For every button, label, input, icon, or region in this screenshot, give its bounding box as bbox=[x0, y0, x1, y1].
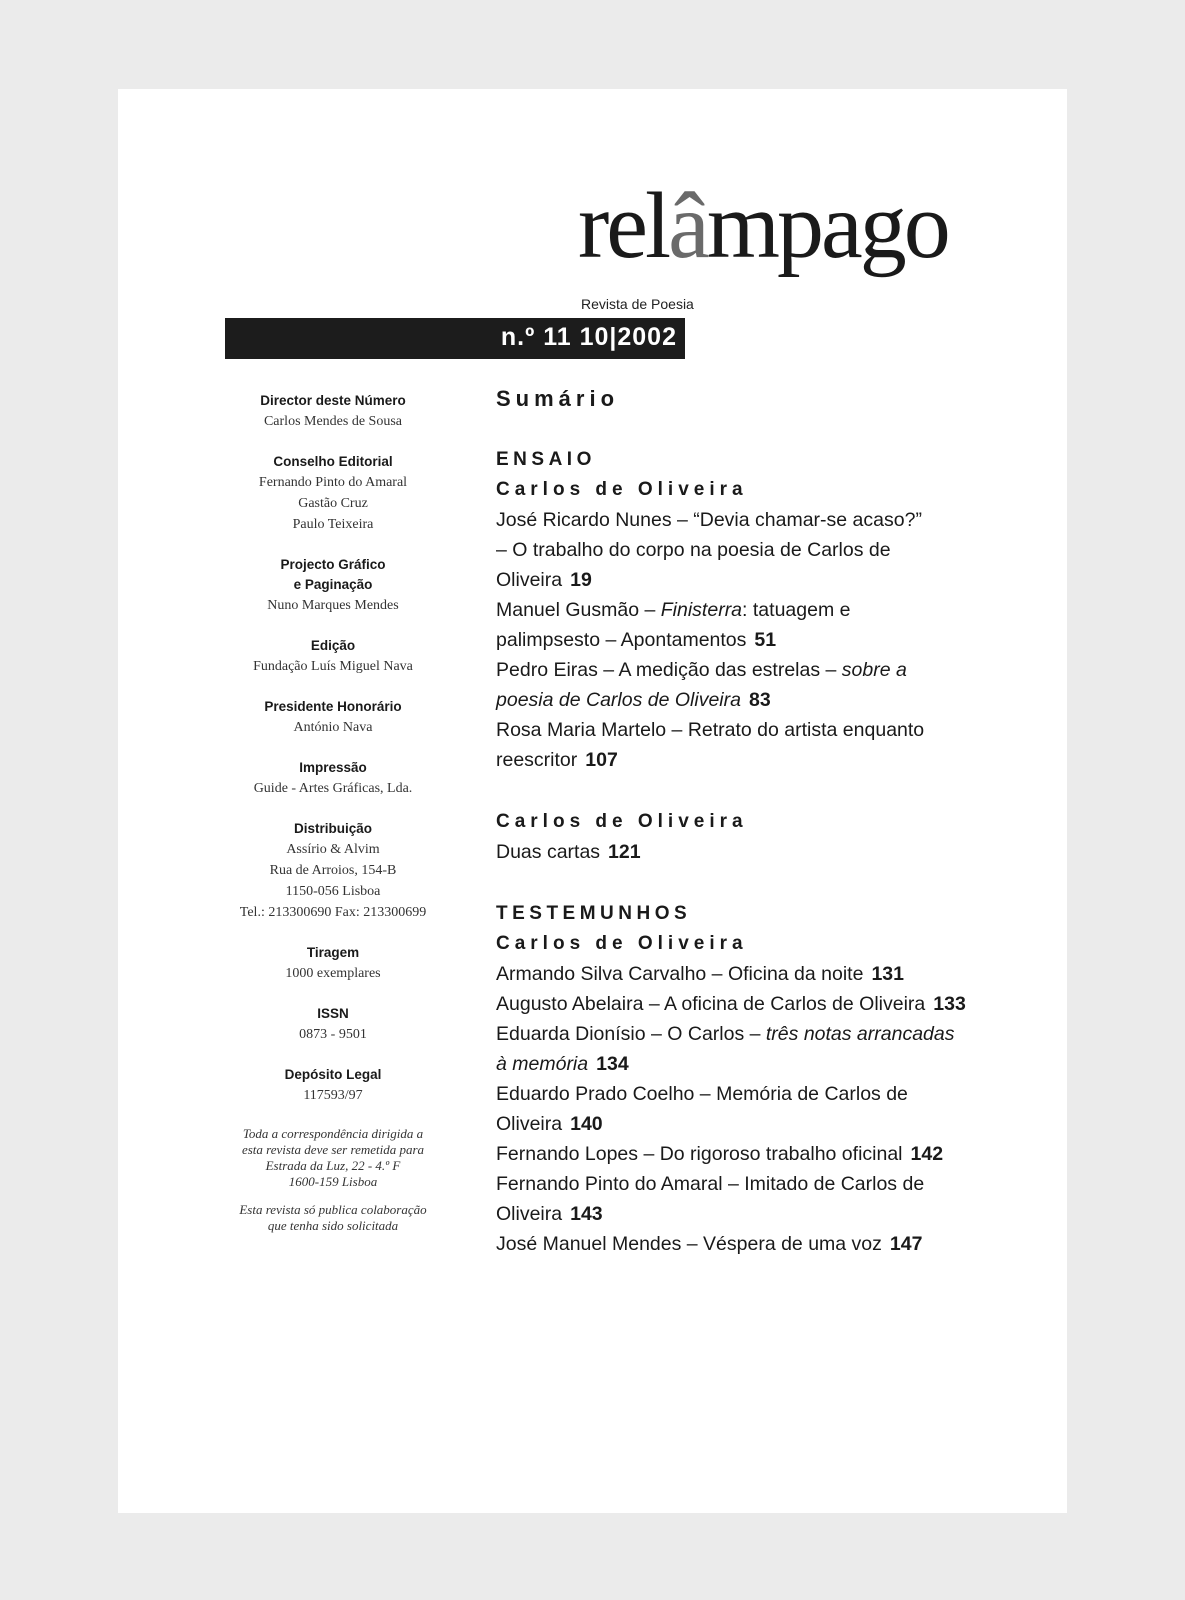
page-number: 83 bbox=[748, 689, 771, 711]
section-subject: Carlos de Oliveira bbox=[496, 479, 748, 500]
page-number: 133 bbox=[933, 993, 966, 1015]
masthead-heading: Distribuição bbox=[293, 821, 372, 836]
masthead-block bbox=[222, 555, 444, 616]
masthead-line: Carlos Mendes de Sousa bbox=[263, 414, 403, 429]
masthead-block bbox=[222, 636, 444, 677]
entry-text: José Manuel Mendes – Véspera de uma voz bbox=[496, 1233, 882, 1255]
masthead-line: Guide - Artes Gráficas, Lda. bbox=[253, 781, 413, 796]
issue-banner bbox=[225, 318, 685, 359]
toc-entry-line bbox=[496, 1109, 1036, 1139]
logo-accent: â bbox=[668, 174, 707, 278]
toc-entry-line bbox=[496, 1199, 1036, 1229]
masthead-heading: Projecto Gráfico bbox=[280, 557, 386, 572]
section-subject: Carlos de Oliveira bbox=[496, 811, 748, 832]
masthead-line: 0873 - 9501 bbox=[299, 1027, 367, 1042]
entry-text: reescritor bbox=[496, 749, 578, 771]
entry-text: Pedro Eiras – A medição das estrelas – bbox=[496, 659, 842, 681]
note-line: Estrada da Luz, 22 - 4.º F bbox=[265, 1158, 401, 1173]
page-number: 51 bbox=[754, 629, 777, 651]
entry-text: Fernando Pinto do Amaral – Imitado de Carlos de bbox=[496, 1173, 925, 1195]
masthead-block bbox=[222, 452, 444, 535]
page-number: 121 bbox=[608, 841, 641, 863]
page-number: 134 bbox=[596, 1053, 629, 1075]
entry-text: : tatuagem e bbox=[742, 599, 851, 621]
masthead-heading: Director deste Número bbox=[260, 393, 406, 408]
toc-entry-line bbox=[496, 1229, 1036, 1259]
toc-entry-line bbox=[496, 535, 1036, 565]
entry-text: Augusto Abelaira – A oficina de Carlos de Oliveira bbox=[496, 993, 926, 1015]
masthead-column bbox=[222, 391, 444, 1246]
toc-entry-line bbox=[496, 565, 1036, 595]
note-line: esta revista deve ser remetida para bbox=[241, 1142, 425, 1157]
page-number: 19 bbox=[570, 569, 592, 591]
entry-text: Eduardo Prado Coelho – Memória de Carlos de bbox=[496, 1083, 908, 1105]
masthead-block bbox=[222, 697, 444, 738]
masthead-line: Paulo Teixeira bbox=[292, 517, 374, 532]
masthead-heading: Conselho Editorial bbox=[273, 454, 393, 469]
entry-text: Fernando Lopes – Do rigoroso trabalho oficinal bbox=[496, 1143, 903, 1165]
entry-text: três notas arrancadas bbox=[765, 1023, 955, 1045]
entry-text: sobre a bbox=[841, 659, 907, 681]
section-label: TESTEMUNHOS bbox=[496, 903, 692, 924]
masthead-line: Nuno Marques Mendes bbox=[267, 598, 399, 613]
page-number: 131 bbox=[871, 963, 904, 985]
page-number: 107 bbox=[585, 749, 618, 771]
toc-entry-line bbox=[496, 1169, 1036, 1199]
entry-text: à memória bbox=[496, 1053, 589, 1075]
masthead-heading: Impressão bbox=[299, 760, 367, 775]
page-number: 140 bbox=[570, 1113, 603, 1135]
note-line: Toda a correspondência dirigida a bbox=[242, 1126, 424, 1141]
entry-text: Duas cartas bbox=[496, 841, 601, 863]
magazine-page bbox=[118, 89, 1067, 1513]
issue-number: n.º 11 10|2002 bbox=[500, 323, 677, 351]
masthead-block bbox=[222, 391, 444, 432]
section-label: ENSAIO bbox=[496, 449, 596, 470]
masthead-block bbox=[222, 1004, 444, 1045]
logo-part: mpago bbox=[706, 174, 948, 278]
entry-text: Manuel Gusmão – bbox=[496, 599, 661, 621]
toc-entry-line bbox=[496, 505, 1036, 535]
entry-text: Rosa Maria Martelo – Retrato do artista enquanto bbox=[496, 719, 925, 741]
masthead-heading: Tiragem bbox=[306, 945, 360, 960]
magazine-subtitle: Revista de Poesia bbox=[581, 296, 694, 312]
masthead-line: Fernando Pinto do Amaral bbox=[258, 475, 408, 490]
page-number: 143 bbox=[570, 1203, 603, 1225]
toc-entry-line bbox=[496, 685, 1036, 715]
toc-entry-line bbox=[496, 959, 1036, 989]
masthead-block bbox=[222, 758, 444, 799]
entry-text: Armando Silva Carvalho – Oficina da noite bbox=[496, 963, 864, 985]
magazine-logo bbox=[578, 174, 948, 278]
toc-entry-line bbox=[496, 745, 1036, 775]
masthead-line: Fundação Luís Miguel Nava bbox=[253, 659, 413, 674]
toc-entry-line bbox=[496, 989, 1036, 1019]
toc-entry-line bbox=[496, 715, 1036, 745]
masthead-heading: Depósito Legal bbox=[284, 1067, 382, 1082]
masthead-heading: e Paginação bbox=[293, 577, 373, 592]
toc-entry-line bbox=[496, 1019, 1036, 1049]
masthead-line: 1000 exemplares bbox=[285, 966, 381, 981]
toc-entry-line bbox=[496, 1139, 1036, 1169]
page-number: 147 bbox=[889, 1233, 923, 1255]
entry-text: Oliveira bbox=[496, 1113, 563, 1135]
toc-entry-line bbox=[496, 837, 1036, 867]
toc-section bbox=[496, 807, 1036, 867]
entry-text: poesia de Carlos de Oliveira bbox=[496, 689, 741, 711]
note-line: 1600-159 Lisboa bbox=[288, 1174, 378, 1189]
entry-text: Finisterra bbox=[660, 599, 743, 621]
correspondence-note bbox=[222, 1202, 444, 1234]
toc-section bbox=[496, 445, 1036, 775]
toc-entry-line bbox=[496, 1049, 1036, 1079]
entry-text: Oliveira bbox=[496, 1203, 563, 1225]
toc-title: Sumário bbox=[496, 386, 620, 411]
entry-text: Oliveira bbox=[496, 569, 563, 591]
masthead-heading: ISSN bbox=[317, 1006, 349, 1021]
toc-entry-line bbox=[496, 625, 1036, 655]
entry-text: palimpsesto – Apontamentos bbox=[496, 629, 747, 651]
toc-entry-line bbox=[496, 595, 1036, 625]
masthead-block bbox=[222, 943, 444, 984]
masthead-line: Tel.: 213300690 Fax: 213300699 bbox=[239, 905, 427, 920]
masthead-block bbox=[222, 819, 444, 923]
masthead-line: 1150-056 Lisboa bbox=[285, 884, 381, 899]
masthead-line: António Nava bbox=[293, 720, 373, 735]
entry-text: Eduarda Dionísio – O Carlos – bbox=[496, 1023, 766, 1045]
toc-entry-line bbox=[496, 655, 1036, 685]
logo-part: rel bbox=[578, 174, 669, 278]
masthead-line: 117593/97 bbox=[303, 1088, 363, 1103]
masthead-line: Gastão Cruz bbox=[298, 496, 368, 511]
masthead-line: Rua de Arroios, 154-B bbox=[269, 863, 397, 878]
entry-text: – O trabalho do corpo na poesia de Carlos de bbox=[496, 539, 891, 561]
entry-text: José Ricardo Nunes – “Devia chamar-se acaso?” bbox=[496, 509, 922, 531]
page-number: 142 bbox=[910, 1143, 944, 1165]
masthead-block bbox=[222, 1065, 444, 1106]
correspondence-note bbox=[222, 1126, 444, 1190]
toc-entry-line bbox=[496, 1079, 1036, 1109]
masthead-heading: Edição bbox=[310, 638, 356, 653]
note-line: que tenha sido solicitada bbox=[267, 1218, 399, 1233]
masthead-heading: Presidente Honorário bbox=[264, 699, 402, 714]
section-subject: Carlos de Oliveira bbox=[496, 933, 748, 954]
masthead-line: Assírio & Alvim bbox=[286, 842, 380, 857]
note-line: Esta revista só publica colaboração bbox=[239, 1202, 427, 1217]
table-of-contents bbox=[496, 386, 1036, 1291]
toc-section bbox=[496, 899, 1036, 1259]
